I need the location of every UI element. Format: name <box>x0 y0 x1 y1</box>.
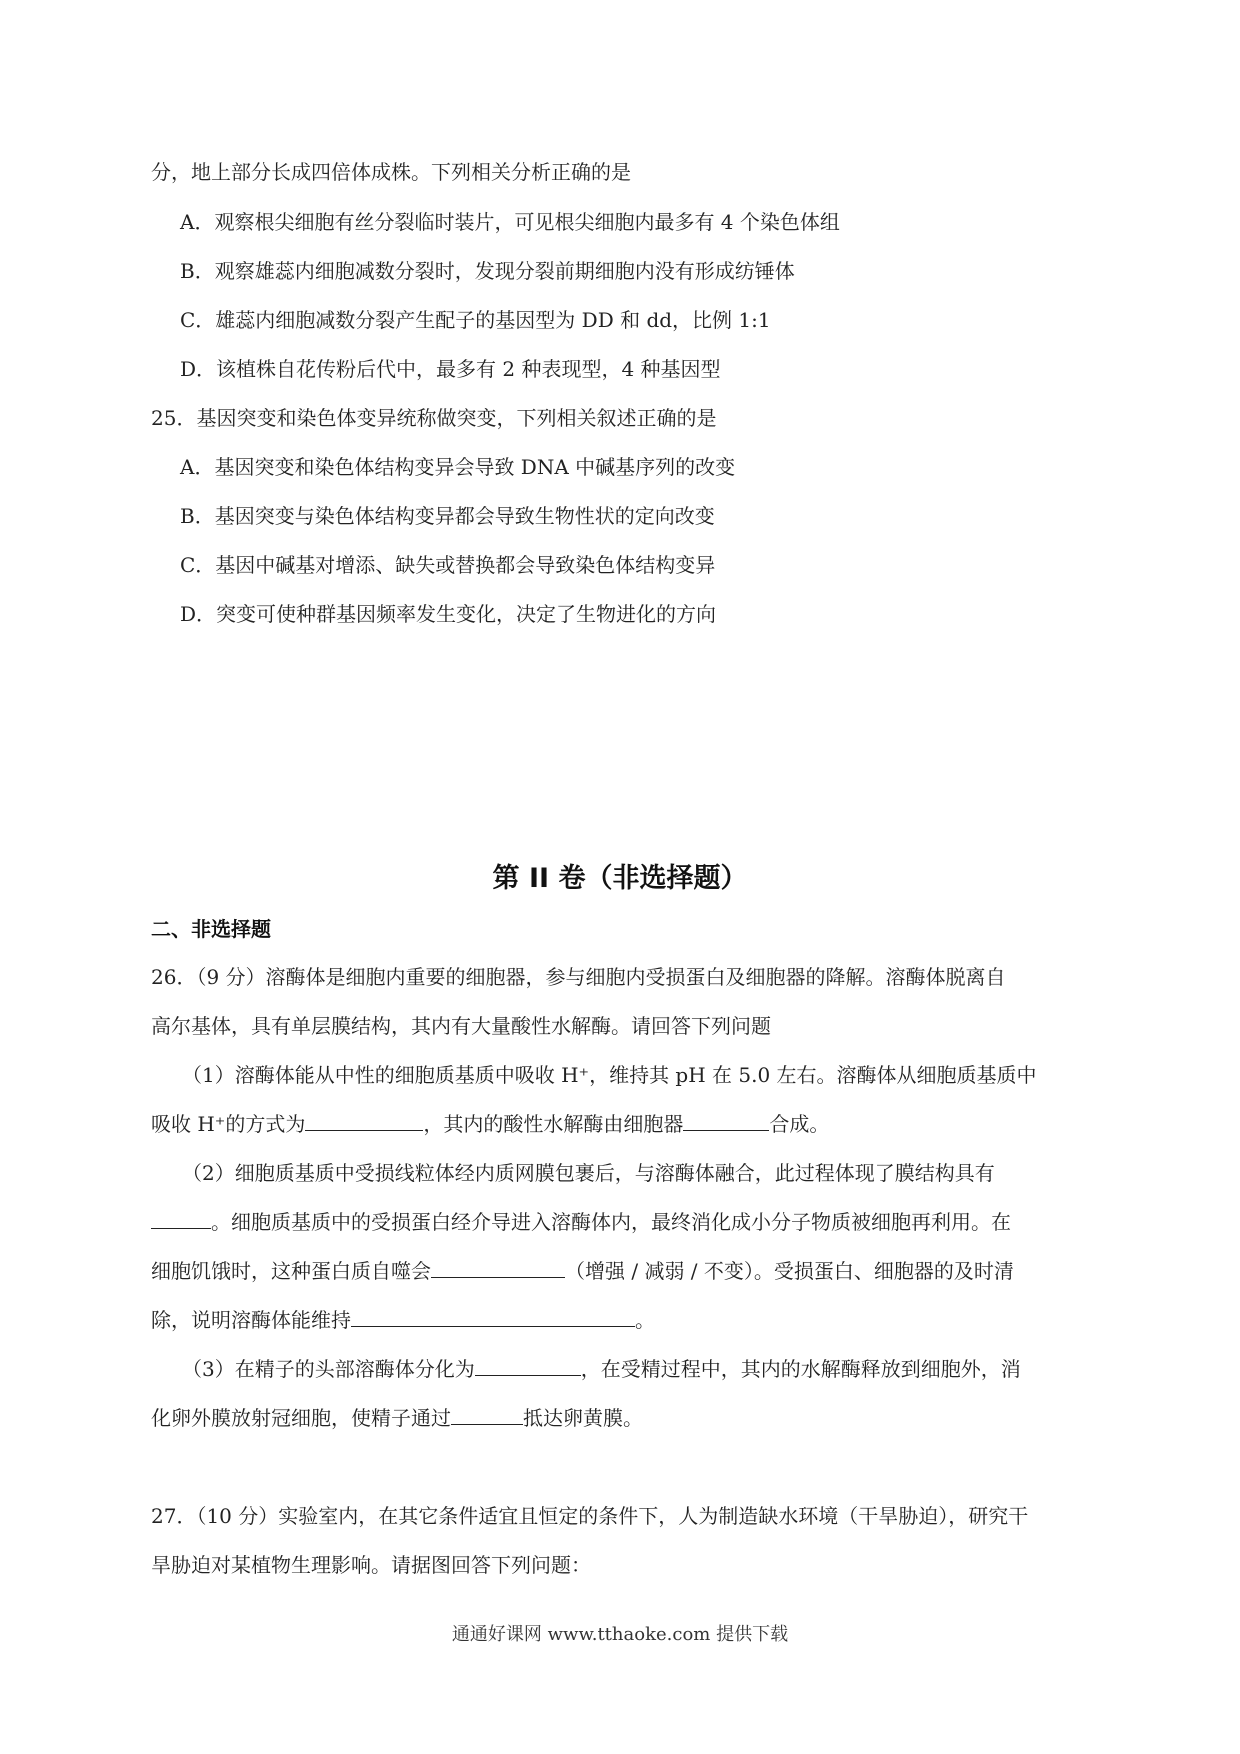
q24-option-a: A．观察根尖细胞有丝分裂临时装片，可见根尖细胞内最多有 4 个染色体组 <box>180 210 840 234</box>
q26-part2-text-c2: （增强 / 减弱 / 不变）。受损蛋白、细胞器的及时清 <box>565 1259 1014 1283</box>
q26-line-1: 26．（9 分）溶酶体是细胞内重要的细胞器，参与细胞内受损蛋白及细胞器的降解。溶酶体脱离自 <box>151 965 1006 989</box>
q24-option-d: D．该植株自花传粉后代中，最多有 2 种表现型，4 种基因型 <box>180 357 721 381</box>
q25-option-c: C．基因中碱基对增添、缺失或替换都会导致染色体结构变异 <box>180 553 716 577</box>
q26-part2-line-2 <box>151 1208 1011 1236</box>
q26-part3-text-b2: 抵达卵黄膜。 <box>523 1406 643 1430</box>
answer-blank-membrane-property[interactable] <box>151 1208 211 1229</box>
q26-part2-text-d1: 除，说明溶酶体能维持 <box>151 1308 351 1332</box>
q26-part1-line-1: （1）溶酶体能从中性的细胞质基质中吸收 H⁺，维持其 pH 在 5.0 左右。溶酶体从细胞质基质中 <box>182 1063 1037 1087</box>
q26-part2-text-c1: 细胞饥饿时，这种蛋白质自噬会 <box>151 1259 431 1283</box>
q26-part1-text-c: 合成。 <box>769 1112 830 1136</box>
q26-part3-text-a1: （3）在精子的头部溶酶体分化为 <box>182 1357 475 1381</box>
answer-blank-organelle[interactable] <box>683 1110 769 1131</box>
answer-blank-acrosome[interactable] <box>475 1355 581 1376</box>
q24-option-b: B．观察雄蕊内细胞减数分裂时，发现分裂前期细胞内没有形成纺锤体 <box>180 259 795 283</box>
q25-option-b: B．基因突变与染色体结构变异都会导致生物性状的定向改变 <box>180 504 715 528</box>
q25-option-a: A．基因突变和染色体结构变异会导致 DNA 中碱基序列的改变 <box>180 455 736 479</box>
q26-part2-text-b: 。细胞质基质中的受损蛋白经介导进入溶酶体内，最终消化成小分子物质被细胞再利用。在 <box>211 1210 1011 1234</box>
answer-blank-zona-pellucida[interactable] <box>451 1404 523 1425</box>
answer-blank-transport-mode[interactable] <box>305 1110 423 1131</box>
q26-part1-text-b: ，其内的酸性水解酶由细胞器 <box>423 1112 684 1136</box>
q25-stem: 25．基因突变和染色体变异统称做突变，下列相关叙述正确的是 <box>151 406 717 430</box>
q26-part2-line-4 <box>151 1306 655 1334</box>
part2-title: 第 II 卷（非选择题） <box>492 863 748 894</box>
answer-blank-autophagy-change[interactable] <box>431 1257 565 1278</box>
q27-line-1: 27．（10 分）实验室内，在其它条件适宜且恒定的条件下，人为制造缺水环境（干旱胁迫），研究干 <box>151 1504 1029 1528</box>
q26-part2-text-d2: 。 <box>635 1308 655 1332</box>
q26-part2-line-3 <box>151 1257 1014 1285</box>
q25-option-d: D．突变可使种群基因频率发生变化，决定了生物进化的方向 <box>180 602 717 626</box>
page-footer: 通通好课网 www.tthaoke.com 提供下载 <box>451 1624 789 1645</box>
answer-blank-lysosome-function[interactable] <box>351 1306 635 1327</box>
q24-option-c: C．雄蕊内细胞减数分裂产生配子的基因型为 DD 和 dd，比例 1:1 <box>180 308 771 332</box>
q24-stem-tail: 分，地上部分长成四倍体成株。下列相关分析正确的是 <box>151 160 631 184</box>
q26-part1-text-a: 吸收 H⁺的方式为 <box>151 1112 306 1136</box>
q26-line-2: 高尔基体，具有单层膜结构，其内有大量酸性水解酶。请回答下列问题 <box>151 1014 771 1038</box>
q26-part2-line-1: （2）细胞质基质中受损线粒体经内质网膜包裹后，与溶酶体融合，此过程体现了膜结构具有 <box>182 1161 995 1185</box>
q27-line-2: 旱胁迫对某植物生理影响。请据图回答下列问题： <box>151 1553 591 1577</box>
section-heading: 二、非选择题 <box>151 917 271 941</box>
q26-part3-line-1 <box>182 1355 1021 1383</box>
q26-part3-line-2 <box>151 1404 643 1432</box>
q26-part3-text-b1: 化卵外膜放射冠细胞，使精子通过 <box>151 1406 451 1430</box>
q26-part1-line-2 <box>151 1110 829 1138</box>
q26-part3-text-a2: ，在受精过程中，其内的水解酶释放到细胞外，消 <box>580 1357 1021 1381</box>
